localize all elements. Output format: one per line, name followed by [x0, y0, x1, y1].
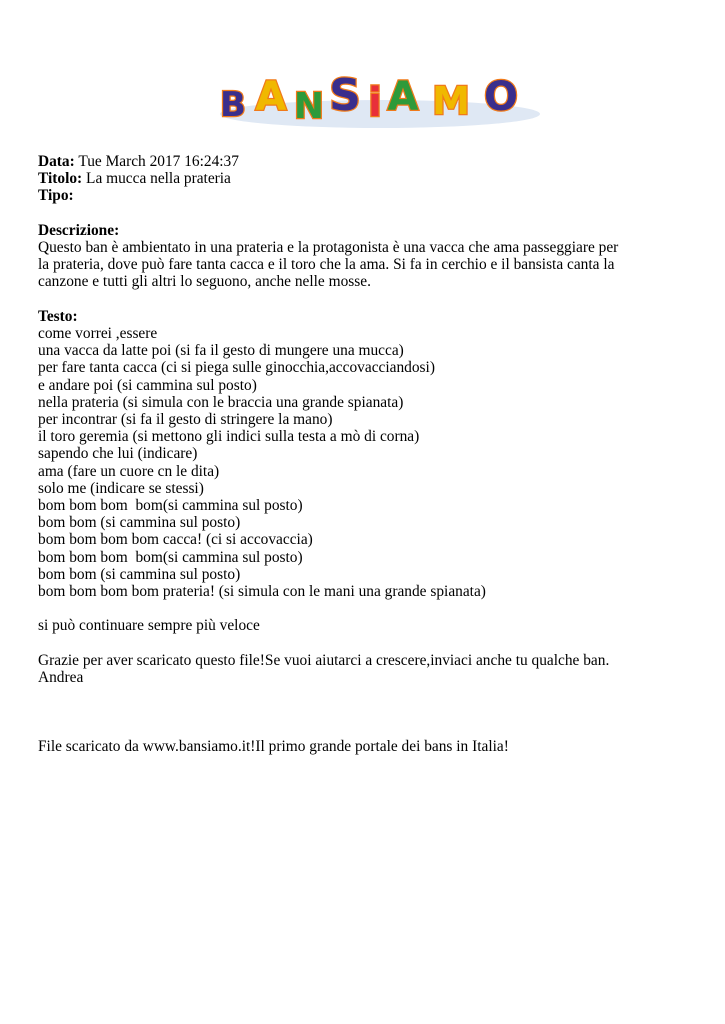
lyric-line: bom bom bom bom cacca! (ci si accovaccia) [38, 531, 313, 549]
lyric-line: bom bom bom bom prateria! (si simula con le mani una grande spianata) [38, 583, 486, 601]
document-body [38, 153, 698, 755]
descrizione-line: canzone e tutti gli altri lo seguono, anche nelle mosse. [38, 273, 371, 291]
data-label: Data: [38, 153, 75, 170]
logo-letter: A [387, 74, 419, 120]
lyric-line: per incontrar (si fa il gesto di stringere la mano) [38, 411, 333, 429]
titolo-label: Titolo: [38, 170, 83, 188]
tipo-label: Tipo: [38, 187, 74, 205]
lyric-line: il toro geremia (si mettono gli indici sulla testa a mò di corna) [38, 428, 420, 446]
footer-text: File scaricato da www.bansiamo.it!Il primo grande portale dei bans in Italia! [38, 737, 509, 755]
logo-letter: i [368, 80, 382, 126]
thanks-signature: Andrea [38, 669, 84, 687]
lyric-line: nella prateria (si simula con le braccia una grande spianata) [38, 393, 404, 411]
titolo-row [38, 170, 698, 187]
descrizione-heading: Descrizione: [38, 221, 120, 239]
testo-heading: Testo: [38, 307, 78, 325]
logo-letter: A [255, 74, 287, 120]
lyric-line: come vorrei ,essere [38, 325, 158, 342]
data-row [38, 153, 698, 170]
descrizione-line: la prateria, dove può fare tanta cacca e il toro che la ama. Si fa in cerchio e il bansista canta la [38, 256, 615, 274]
lyric-line: bom bom bom bom(si cammina sul posto) [38, 548, 303, 566]
continue-note: si può continuare sempre più veloce [38, 617, 260, 635]
logo-letter: M [432, 79, 470, 123]
bansiamo-logo [205, 72, 545, 132]
data-value: Tue March 2017 16:24:37 [78, 153, 239, 170]
descrizione-line: Questo ban è ambientato in una prateria e la protagonista è una vacca che ama passeggiare per [38, 239, 619, 256]
lyric-line: bom bom (si cammina sul posto) [38, 514, 241, 532]
titolo-value: La mucca nella prateria [86, 170, 231, 188]
lyric-line: ama (fare un cuore cn le dita) [38, 462, 220, 480]
logo-letter: B [220, 85, 246, 125]
testo-lyrics [38, 325, 698, 600]
logo-letter: S [329, 72, 361, 121]
tipo-row [38, 187, 698, 204]
lyric-line: e andare poi (si cammina sul posto) [38, 376, 257, 394]
logo-letter: N [293, 86, 325, 127]
lyric-line: bom bom bom bom(si cammina sul posto) [38, 497, 303, 515]
lyric-line: solo me (indicare se stessi) [38, 479, 204, 497]
lyric-line: sapendo che lui (indicare) [38, 445, 198, 463]
logo-letter: O [483, 74, 519, 120]
thanks-line: Grazie per aver scaricato questo file!Se vuoi aiutarci a crescere,inviaci anche tu qualche ban. [38, 651, 610, 669]
lyric-line: bom bom (si cammina sul posto) [38, 565, 241, 583]
lyric-line: una vacca da latte poi (si fa il gesto di mungere una mucca) [38, 342, 404, 360]
lyric-line: per fare tanta cacca (ci si piega sulle ginocchia,accovacciandosi) [38, 359, 435, 377]
